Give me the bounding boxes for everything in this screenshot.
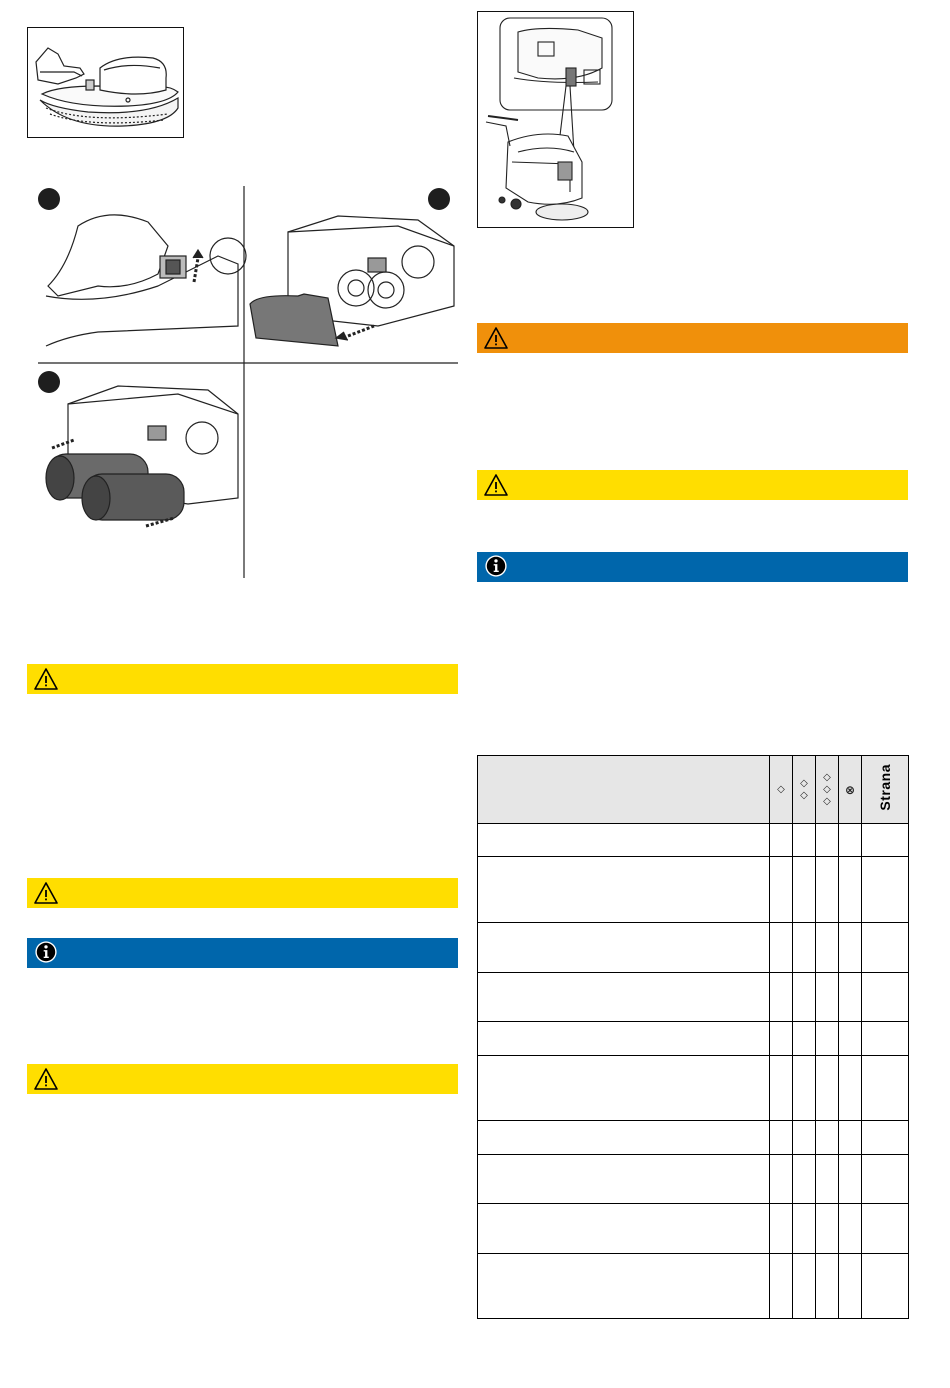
step-marker-1 bbox=[38, 188, 60, 210]
table-row bbox=[478, 1121, 909, 1155]
warning-triangle-icon bbox=[483, 473, 509, 497]
table-row bbox=[478, 923, 909, 973]
warning-triangle-icon bbox=[33, 881, 59, 905]
table-header-page: Strana bbox=[862, 756, 909, 824]
warning-banner bbox=[27, 878, 458, 908]
table-row bbox=[478, 824, 909, 857]
table-row bbox=[478, 1155, 909, 1204]
table-row bbox=[478, 1204, 909, 1254]
figure-brush-head-pedal bbox=[27, 27, 184, 138]
warning-banner bbox=[477, 470, 908, 500]
table-row bbox=[478, 973, 909, 1022]
warning-triangle-icon bbox=[483, 326, 509, 350]
interval-symbol-2: ◇◇ bbox=[793, 756, 816, 824]
warning-triangle-icon bbox=[33, 1067, 59, 1091]
maintenance-table bbox=[477, 755, 909, 1319]
table-header-description bbox=[478, 756, 770, 824]
brush-removal-illustration bbox=[38, 186, 458, 578]
info-banner bbox=[27, 938, 458, 968]
danger-banner bbox=[477, 323, 908, 353]
figure-machine-detail bbox=[477, 11, 634, 228]
step-marker-3 bbox=[38, 371, 60, 393]
interval-symbol-1: ◇ bbox=[770, 756, 793, 824]
table-row bbox=[478, 1254, 909, 1319]
pedal-illustration bbox=[28, 28, 184, 138]
interval-symbol-4: ⊗ bbox=[839, 756, 862, 824]
info-banner bbox=[477, 552, 908, 582]
step-marker-2 bbox=[428, 188, 450, 210]
table-row bbox=[478, 1056, 909, 1121]
machine-illustration bbox=[478, 12, 634, 228]
warning-triangle-icon bbox=[33, 667, 59, 691]
table-row bbox=[478, 1022, 909, 1056]
warning-banner bbox=[27, 1064, 458, 1094]
info-circle-icon bbox=[33, 940, 59, 964]
warning-banner bbox=[27, 664, 458, 694]
info-circle-icon bbox=[483, 554, 509, 578]
interval-symbol-3: ◇◇◇ bbox=[816, 756, 839, 824]
table-row bbox=[478, 857, 909, 923]
figure-brush-removal-steps bbox=[38, 186, 458, 578]
table-header-row bbox=[478, 756, 909, 824]
